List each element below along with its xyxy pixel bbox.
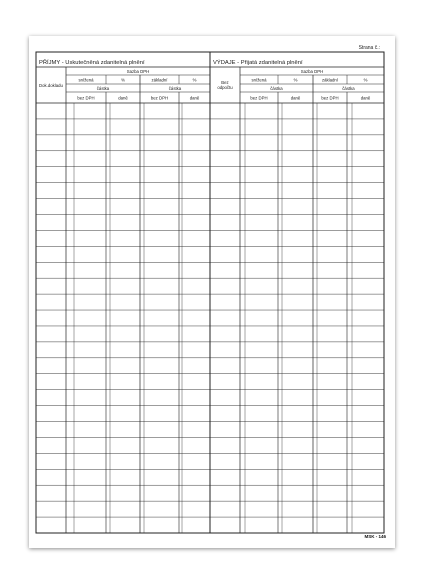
reduced-rate-label: snížená — [78, 77, 94, 83]
page-number-label: Strana č.: — [358, 45, 380, 51]
amount-label: částka — [342, 86, 355, 91]
excl-vat-label: bez DPH — [250, 95, 268, 101]
tax-label: daně — [118, 95, 128, 101]
nontax-column-label: Bez — [221, 80, 229, 85]
basic-rate-label: základní — [321, 77, 339, 83]
percent-label: % — [121, 77, 125, 83]
nontax-column-label: odpočtu — [217, 85, 233, 90]
percent-label: % — [363, 77, 368, 83]
form-code: MSK - 146 — [364, 534, 386, 539]
basic-rate-label: základní — [151, 77, 168, 83]
percent-label: % — [192, 77, 197, 83]
excl-vat-label: bez DPH — [150, 95, 169, 101]
expense-title: VÝDAJE - Přijatá zdanitelná plnění — [213, 60, 303, 66]
tax-label: daně — [290, 95, 301, 101]
percent-label: % — [293, 77, 298, 83]
amount-label: částka — [168, 86, 182, 91]
amount-label: částka — [96, 86, 110, 91]
vat-rate-header: Sazba DPH — [126, 69, 150, 74]
vat-rate-header: Sazba DPH — [300, 69, 324, 74]
amount-label: částka — [270, 86, 283, 91]
income-title: PŘÍJMY - Uskutečněná zdanitelná plnění — [39, 60, 145, 66]
tax-label: daně — [360, 95, 371, 101]
tax-label: daně — [189, 95, 200, 101]
record-column-label: Dok.dokladu — [39, 83, 63, 88]
excl-vat-label: bez DPH — [77, 95, 95, 101]
reduced-rate-label: snížená — [251, 77, 267, 83]
excl-vat-label: bez DPH — [321, 95, 339, 101]
